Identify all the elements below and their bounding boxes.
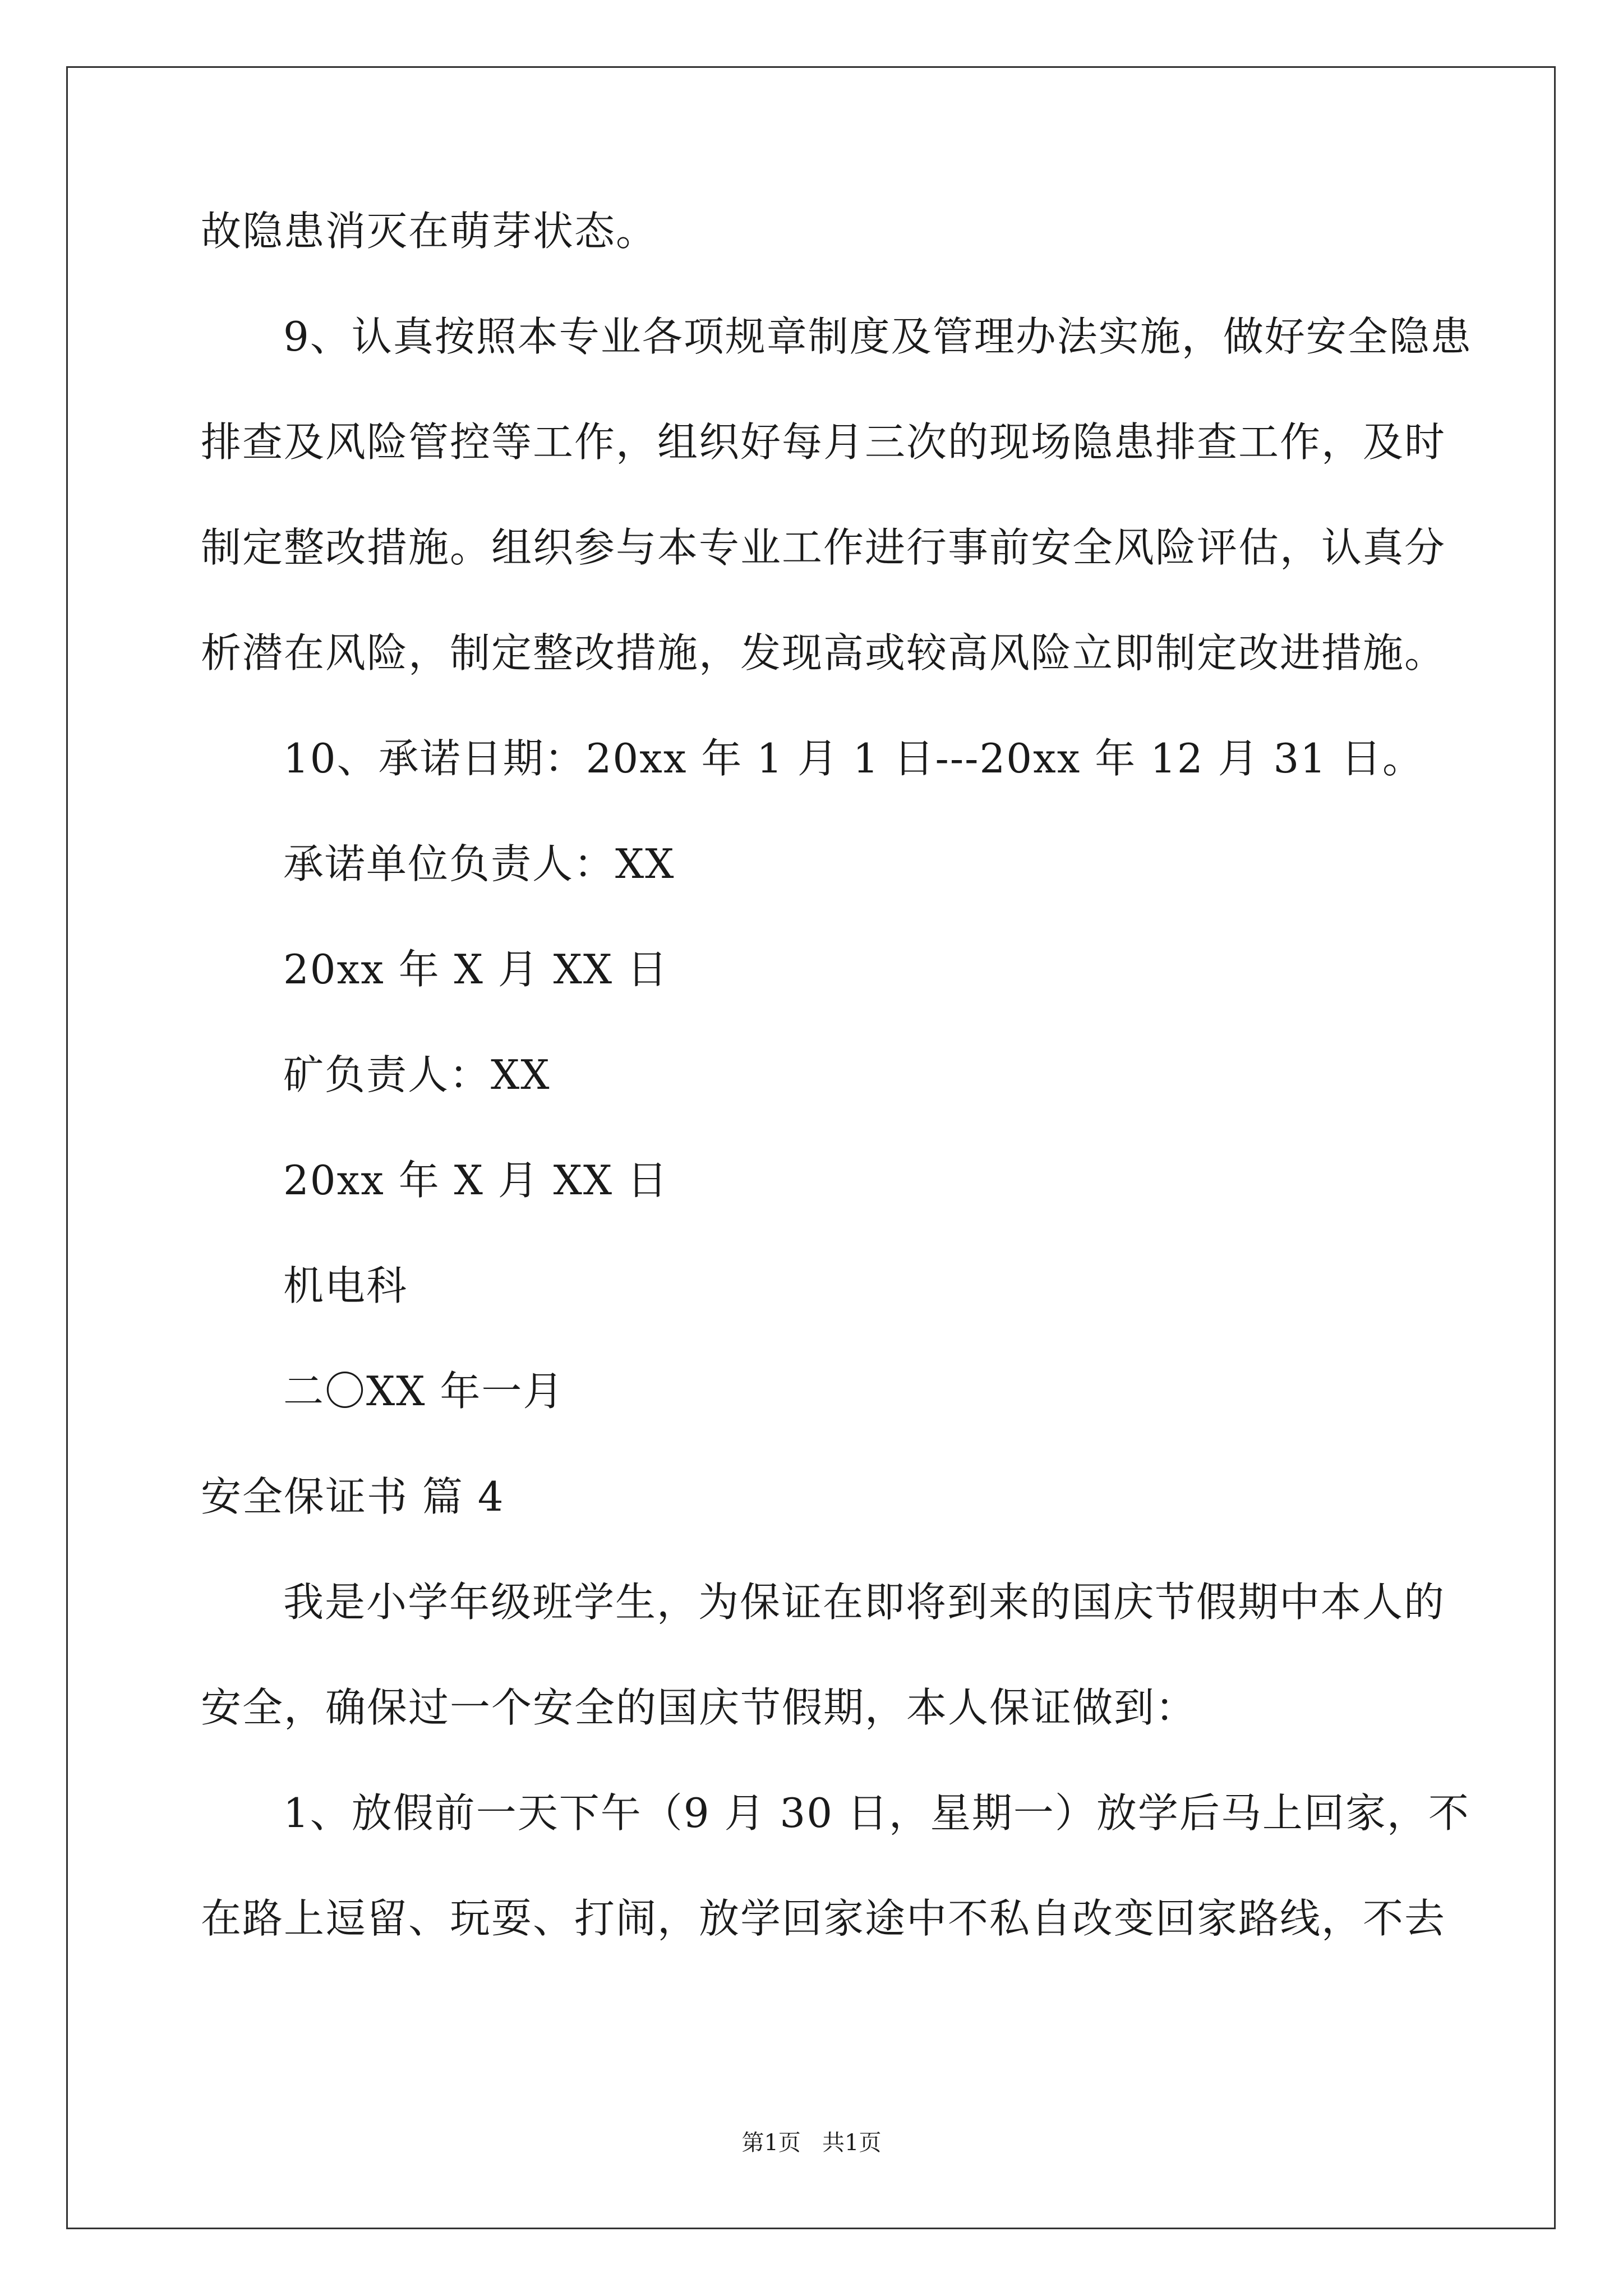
text-line: 1、放假前一天下午（9 月 30 日，星期一）放学后马上回家，不 — [283, 1789, 1470, 1837]
text-line: 排查及风险管控等工作，组织好每月三次的现场隐患排查工作，及时 — [201, 418, 1446, 466]
text-line: 我是小学年级班学生，为保证在即将到来的国庆节假期中本人的 — [283, 1579, 1446, 1626]
section-heading: 安全保证书 篇 4 — [201, 1473, 505, 1520]
text-line: 析潜在风险，制定整改措施，发现高或较高风险立即制定改进措施。 — [201, 629, 1446, 677]
text-line: 在路上逗留、玩耍、打闹，放学回家途中不私自改变回家路线，不去 — [201, 1895, 1446, 1942]
text-line: 安全，确保过一个安全的国庆节假期，本人保证做到： — [201, 1684, 1197, 1731]
page-footer: 第1页 共1页 — [741, 2130, 882, 2156]
text-line: 承诺单位负责人：XX — [283, 840, 675, 887]
text-line: 10、承诺日期：20xx 年 1 月 1 日---20xx 年 12 月 31 日。 — [283, 735, 1424, 782]
text-line: 20xx 年 X 月 XX 日 — [283, 946, 669, 993]
text-line: 二〇XX 年一月 — [283, 1368, 565, 1415]
text-line: 9、认真按照本专业各项规章制度及管理办法实施，做好安全隐患 — [283, 313, 1472, 360]
text-line: 机电科 — [283, 1262, 408, 1309]
text-line: 制定整改措施。组织参与本专业工作进行事前安全风险评估，认真分 — [201, 524, 1446, 571]
text-line: 矿负责人：XX — [283, 1051, 551, 1098]
text-line: 20xx 年 X 月 XX 日 — [283, 1157, 669, 1204]
text-line: 故隐患消灭在萌芽状态。 — [201, 208, 658, 255]
